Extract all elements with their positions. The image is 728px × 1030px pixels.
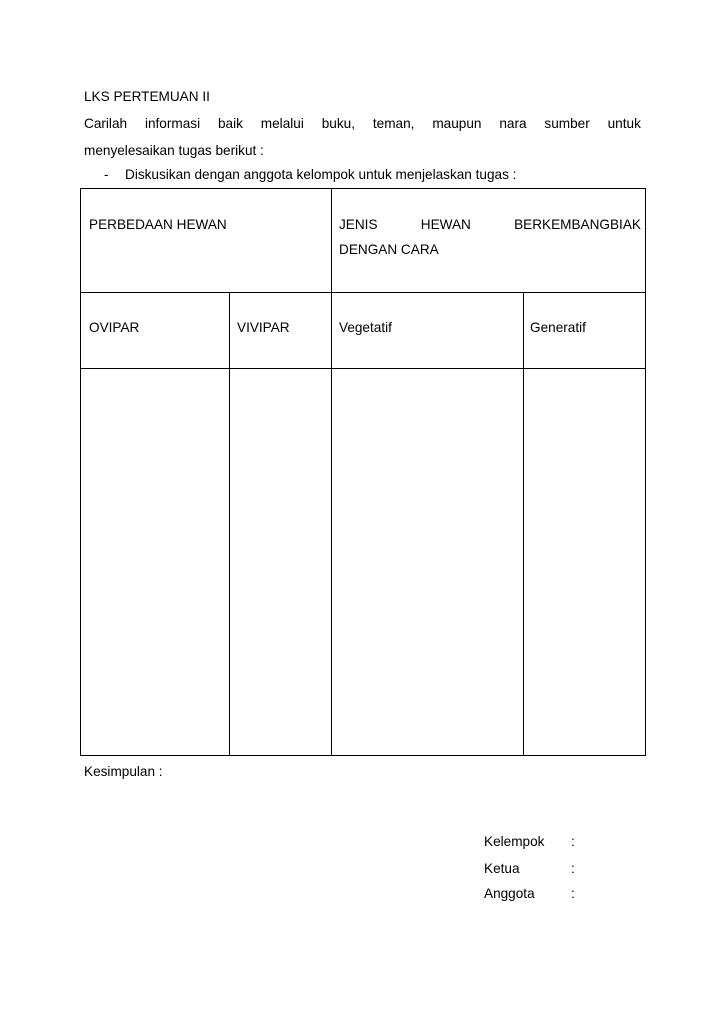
header-jenis-hewan-line2: DENGAN CARA xyxy=(339,242,439,257)
anggota-colon: : xyxy=(571,886,575,901)
instruction-word: melalui xyxy=(260,116,304,131)
bullet-text: Diskusikan dengan anggota kelompok untuk menjelaskan tugas : xyxy=(125,167,517,182)
header-jenis-word: HEWAN xyxy=(420,217,471,232)
instruction-word: informasi xyxy=(144,116,201,131)
ketua-label: Ketua xyxy=(484,861,520,876)
header-jenis-word: JENIS xyxy=(339,217,378,232)
subheader-vegetatif: Vegetatif xyxy=(339,320,392,335)
table-column-divider xyxy=(229,292,230,755)
anggota-label: Anggota xyxy=(484,886,535,901)
instruction-word: teman, xyxy=(372,116,415,131)
table-row-divider xyxy=(81,292,645,293)
header-perbedaan-hewan: PERBEDAAN HEWAN xyxy=(89,217,227,232)
instruction-line-2: menyelesaikan tugas berikut : xyxy=(84,143,264,158)
instruction-word: baik xyxy=(217,116,243,131)
header-jenis-word: BERKEMBANGBIAK xyxy=(514,217,641,232)
instruction-word: buku, xyxy=(321,116,356,131)
document-title: LKS PERTEMUAN II xyxy=(84,89,210,104)
instruction-word: nara xyxy=(499,116,527,131)
subheader-ovipar: OVIPAR xyxy=(89,320,140,335)
table-row-divider xyxy=(81,368,645,369)
kesimpulan-label: Kesimpulan : xyxy=(84,764,163,779)
instruction-word: maupun xyxy=(432,116,482,131)
subheader-generatif: Generatif xyxy=(530,320,586,335)
table-column-divider xyxy=(523,292,524,755)
table-column-divider xyxy=(331,189,332,755)
kelompok-label: Kelempok xyxy=(484,834,545,849)
subheader-vivipar: VIVIPAR xyxy=(237,320,290,335)
task-table xyxy=(80,188,646,756)
bullet-marker: - xyxy=(104,167,109,182)
instruction-line-1 xyxy=(84,116,641,131)
instruction-word: sumber xyxy=(544,116,590,131)
instruction-word: Carilah xyxy=(84,116,128,131)
header-jenis-hewan xyxy=(339,217,641,232)
kelompok-colon: : xyxy=(571,834,575,849)
ketua-colon: : xyxy=(571,861,575,876)
instruction-word: untuk xyxy=(607,116,641,131)
